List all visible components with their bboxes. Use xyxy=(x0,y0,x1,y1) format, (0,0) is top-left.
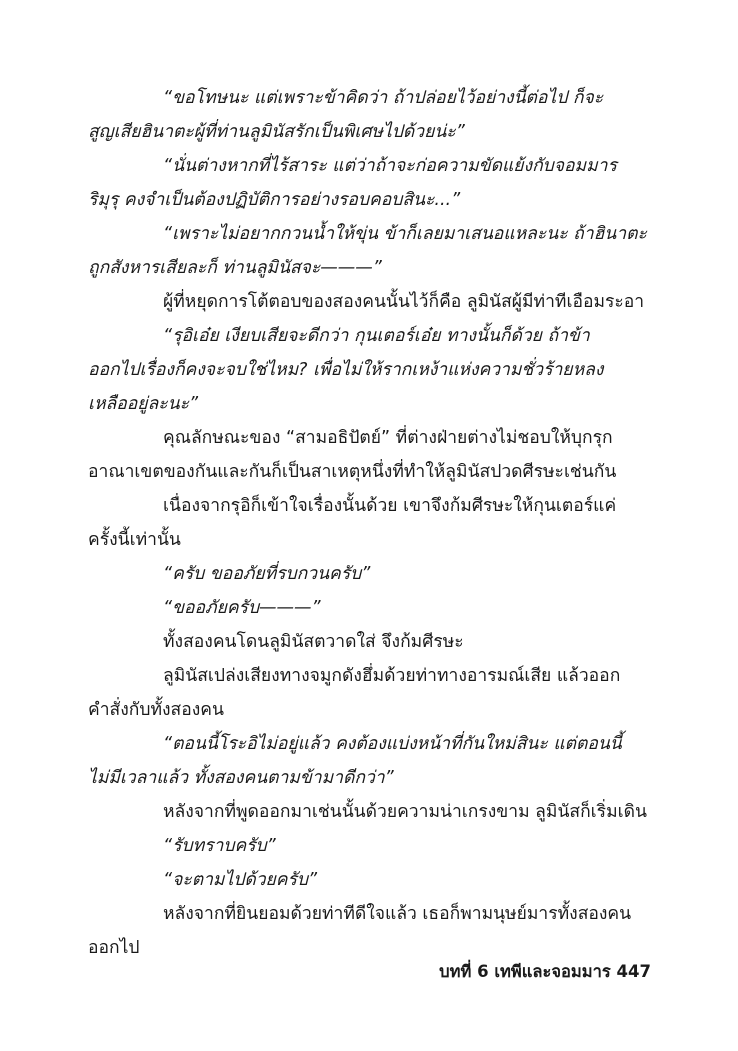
page-number: 447 xyxy=(616,962,651,981)
text-line xyxy=(88,256,651,280)
text-line-content: “รุอิเอ๋ย เงียบเสียจะดีกว่า กุนเตอร์เอ๋ย ทางนั้นก็ด้วย ถ้าข้า xyxy=(163,326,590,346)
text-line-content: เนื่องจากรุอิก็เข้าใจเรื่องนั้นด้วย เขาจึงก้มศีรษะให้กุนเตอร์แค่ xyxy=(163,496,617,516)
text-line-content: “เพราะไม่อยากกวนน้ำให้ขุ่น ข้าก็เลยมาเสนอแหละนะ ถ้าฮินาตะ xyxy=(163,224,647,244)
text-line xyxy=(163,664,651,688)
text-line-content: ทั้งสองคนโดนลูมินัสตวาดใส่ จึงก้มศีรษะ xyxy=(163,632,464,652)
text-line-content: “ตอนนี้โระอิไม่อยู่แล้ว คงต้องแบ่งหน้าที่กันใหม่สินะ แต่ตอนนี้ xyxy=(163,734,622,754)
text-line-content: คำสั่งกับทั้งสองคน xyxy=(88,700,224,720)
text-line-content: “ครับ ขออภัยที่รบกวนครับ” xyxy=(163,564,371,584)
text-line xyxy=(88,766,651,790)
chapter-label: บทที่ 6 เทพีและจอมมาร xyxy=(439,962,611,981)
text-line-content: ลูมินัสเปล่งเสียงทางจมูกดังฮึ่มด้วยท่าทางอารมณ์เสีย แล้วออก xyxy=(163,666,621,686)
text-line-content: คุณลักษณะของ “สามอธิปัตย์” ที่ต่างฝ่ายต่างไม่ชอบให้บุกรุก xyxy=(163,428,613,448)
text-line xyxy=(163,596,651,620)
text-line-content: “ขออภัยครับ———” xyxy=(163,598,321,618)
text-line xyxy=(163,902,651,926)
text-line xyxy=(163,834,651,858)
text-line xyxy=(88,936,651,960)
text-line-content: ออกไป xyxy=(88,938,140,958)
text-line xyxy=(163,426,651,450)
text-line xyxy=(88,698,651,722)
text-line-content: หลังจากที่พูดออกมาเช่นนั้นด้วยความน่าเกรงขาม ลูมินัสก็เริ่มเดิน xyxy=(163,802,647,822)
text-line xyxy=(163,86,651,110)
text-line xyxy=(163,222,651,246)
text-line xyxy=(163,732,651,756)
text-line-content: “นั่นต่างหากที่ไร้สาระ แต่ว่าถ้าจะก่อความขัดแย้งกับจอมมาร xyxy=(163,156,617,176)
text-line xyxy=(88,392,651,416)
text-line-content: ครั้งนี้เท่านั้น xyxy=(88,530,181,550)
text-line-content: “จะตามไปด้วยครับ” xyxy=(163,870,318,890)
text-line-content: “ขอโทษนะ แต่เพราะข้าคิดว่า ถ้าปล่อยไว้อย่างนี้ต่อไป ก็จะ xyxy=(163,88,604,108)
text-line xyxy=(163,800,651,824)
text-line xyxy=(163,324,651,348)
text-line-content: ไม่มีเวลาแล้ว ทั้งสองคนตามข้ามาดีกว่า” xyxy=(88,768,394,788)
text-line-content: หลังจากที่ยินยอมด้วยท่าทีดีใจแล้ว เธอก็พามนุษย์มารทั้งสองคน xyxy=(163,904,632,924)
text-line xyxy=(163,290,651,314)
text-line xyxy=(88,528,651,552)
text-line-content: ผู้ที่หยุดการโต้ตอบของสองคนนั้นไว้ก็คือ ลูมินัสผู้มีท่าทีเอือมระอา xyxy=(163,292,645,312)
text-line-content: อาณาเขตของกันและกันก็เป็นสาเหตุหนึ่งที่ทำให้ลูมินัสปวดศีรษะเช่นกัน xyxy=(88,462,617,482)
text-line-content: ถูกสังหารเสียละก็ ท่านลูมินัสจะ———” xyxy=(88,258,382,278)
text-line-content: “รับทราบครับ” xyxy=(163,836,276,856)
page-footer xyxy=(410,961,651,983)
text-line xyxy=(163,868,651,892)
text-line xyxy=(88,358,651,382)
text-line xyxy=(88,188,651,212)
text-line xyxy=(163,630,651,654)
text-line xyxy=(88,120,651,144)
text-line xyxy=(88,460,651,484)
text-line xyxy=(163,562,651,586)
text-line-content: สูญเสียฮินาตะผู้ที่ท่านลูมินัสรักเป็นพิเศษไปด้วยน่ะ” xyxy=(88,122,465,142)
text-line xyxy=(163,494,651,518)
text-line-content: ออกไปเรื่องก็คงจะจบใช่ไหม? เพื่อไม่ให้รากเหง้าแห่งความชั่วร้ายหลง xyxy=(88,360,604,380)
text-line xyxy=(163,154,651,178)
text-line-content: ริมุรุ คงจำเป็นต้องปฏิบัติการอย่างรอบคอบสินะ...” xyxy=(88,190,461,210)
text-line-content: เหลืออยู่ละนะ” xyxy=(88,394,199,414)
